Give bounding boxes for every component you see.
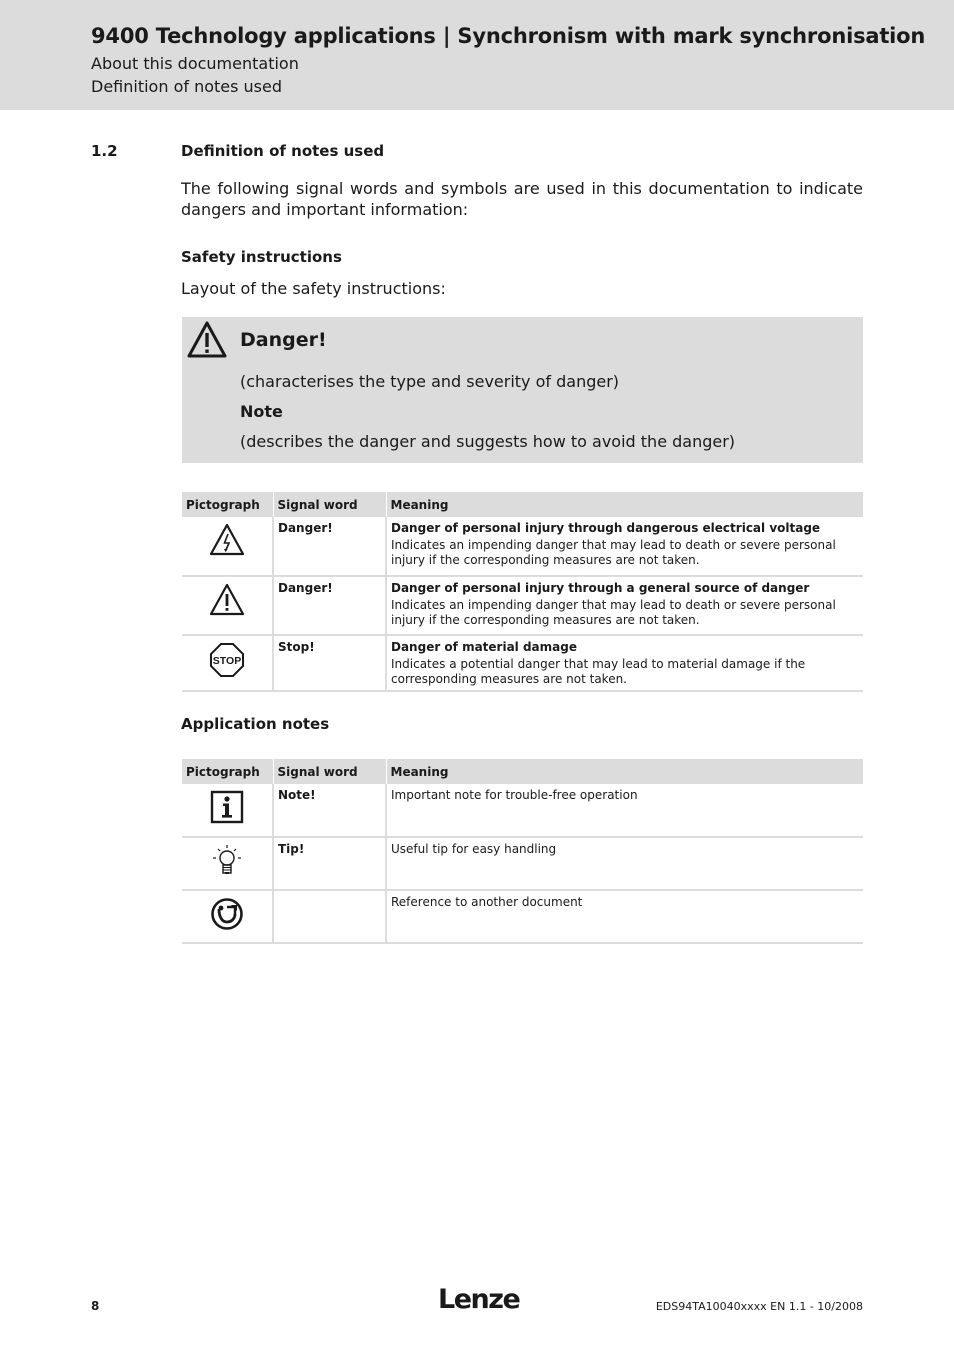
section-title: Definition of notes used <box>181 142 385 160</box>
header-breadcrumb-2: Definition of notes used <box>91 77 283 96</box>
meaning-title: Danger of material damage <box>391 640 577 654</box>
meaning-text: Indicates an impending danger that may lead to death or severe personal injury if the corresponding measures are not taken. <box>391 598 836 627</box>
signal-word: Danger! <box>278 521 333 535</box>
section-number: 1.2 <box>91 142 118 160</box>
table-row <box>182 635 863 691</box>
table-header-row <box>182 759 863 784</box>
signal-word: Tip! <box>278 842 305 856</box>
safety-notes-table <box>182 492 863 692</box>
document-reference: EDS94TA10040xxxx EN 1.1 - 10/2008 <box>655 1300 863 1313</box>
table-row <box>182 517 863 576</box>
stop-sign-icon <box>209 655 245 681</box>
meaning-text: Indicates a potential danger that may lead to material damage if the corresponding measures are not taken. <box>391 657 806 686</box>
page-title: 9400 Technology applications | Synchronism with mark synchronisation <box>91 24 926 48</box>
danger-box-line-2: (describes the danger and suggests how to avoid the danger) <box>240 432 736 451</box>
general-danger-warning-icon <box>209 606 245 620</box>
reference-icon <box>210 920 244 934</box>
page-number: 8 <box>91 1299 100 1313</box>
meaning-text: Useful tip for easy handling <box>391 842 557 856</box>
info-icon <box>210 813 244 827</box>
meaning-text: Important note for trouble-free operation <box>391 788 638 802</box>
danger-box-note-label: Note <box>240 402 283 421</box>
danger-warning-icon <box>186 320 228 364</box>
column-header-pictograph: Pictograph <box>182 492 273 517</box>
table-header-row <box>182 492 863 517</box>
danger-box-title: Danger! <box>240 329 327 351</box>
application-notes-table <box>182 759 863 944</box>
lenze-logo: Lenze <box>438 1284 520 1315</box>
table-row <box>182 837 863 890</box>
application-heading: Application notes <box>181 715 330 733</box>
meaning-text: Reference to another document <box>391 895 583 909</box>
safety-heading: Safety instructions <box>181 248 342 266</box>
signal-word: Note! <box>278 788 316 802</box>
table-row <box>182 576 863 635</box>
column-header-signal-word: Signal word <box>273 492 386 517</box>
column-header-pictograph: Pictograph <box>182 759 273 784</box>
danger-box-line-1: (characterises the type and severity of danger) <box>240 372 620 391</box>
column-header-meaning: Meaning <box>386 759 863 784</box>
lightbulb-icon <box>210 869 244 883</box>
table-row <box>182 784 863 837</box>
page-header <box>0 0 954 110</box>
meaning-title: Danger of personal injury through a general source of danger <box>391 581 810 595</box>
signal-word: Danger! <box>278 581 333 595</box>
svg-text:STOP: STOP <box>212 655 242 667</box>
column-header-meaning: Meaning <box>386 492 863 517</box>
column-header-signal-word: Signal word <box>273 759 386 784</box>
section-intro: The following signal words and symbols are used in this documentation to indicate dangers and important information: <box>181 179 863 219</box>
meaning-title: Danger of personal injury through dangerous electrical voltage <box>391 521 821 535</box>
signal-word: Stop! <box>278 640 315 654</box>
header-breadcrumb-1: About this documentation <box>91 54 299 73</box>
electrical-voltage-warning-icon <box>209 546 245 560</box>
danger-example-box <box>182 317 863 463</box>
meaning-text: Indicates an impending danger that may lead to death or severe personal injury if the corresponding measures are not taken. <box>391 538 836 567</box>
safety-layout-text: Layout of the safety instructions: <box>181 279 446 298</box>
table-row <box>182 890 863 943</box>
